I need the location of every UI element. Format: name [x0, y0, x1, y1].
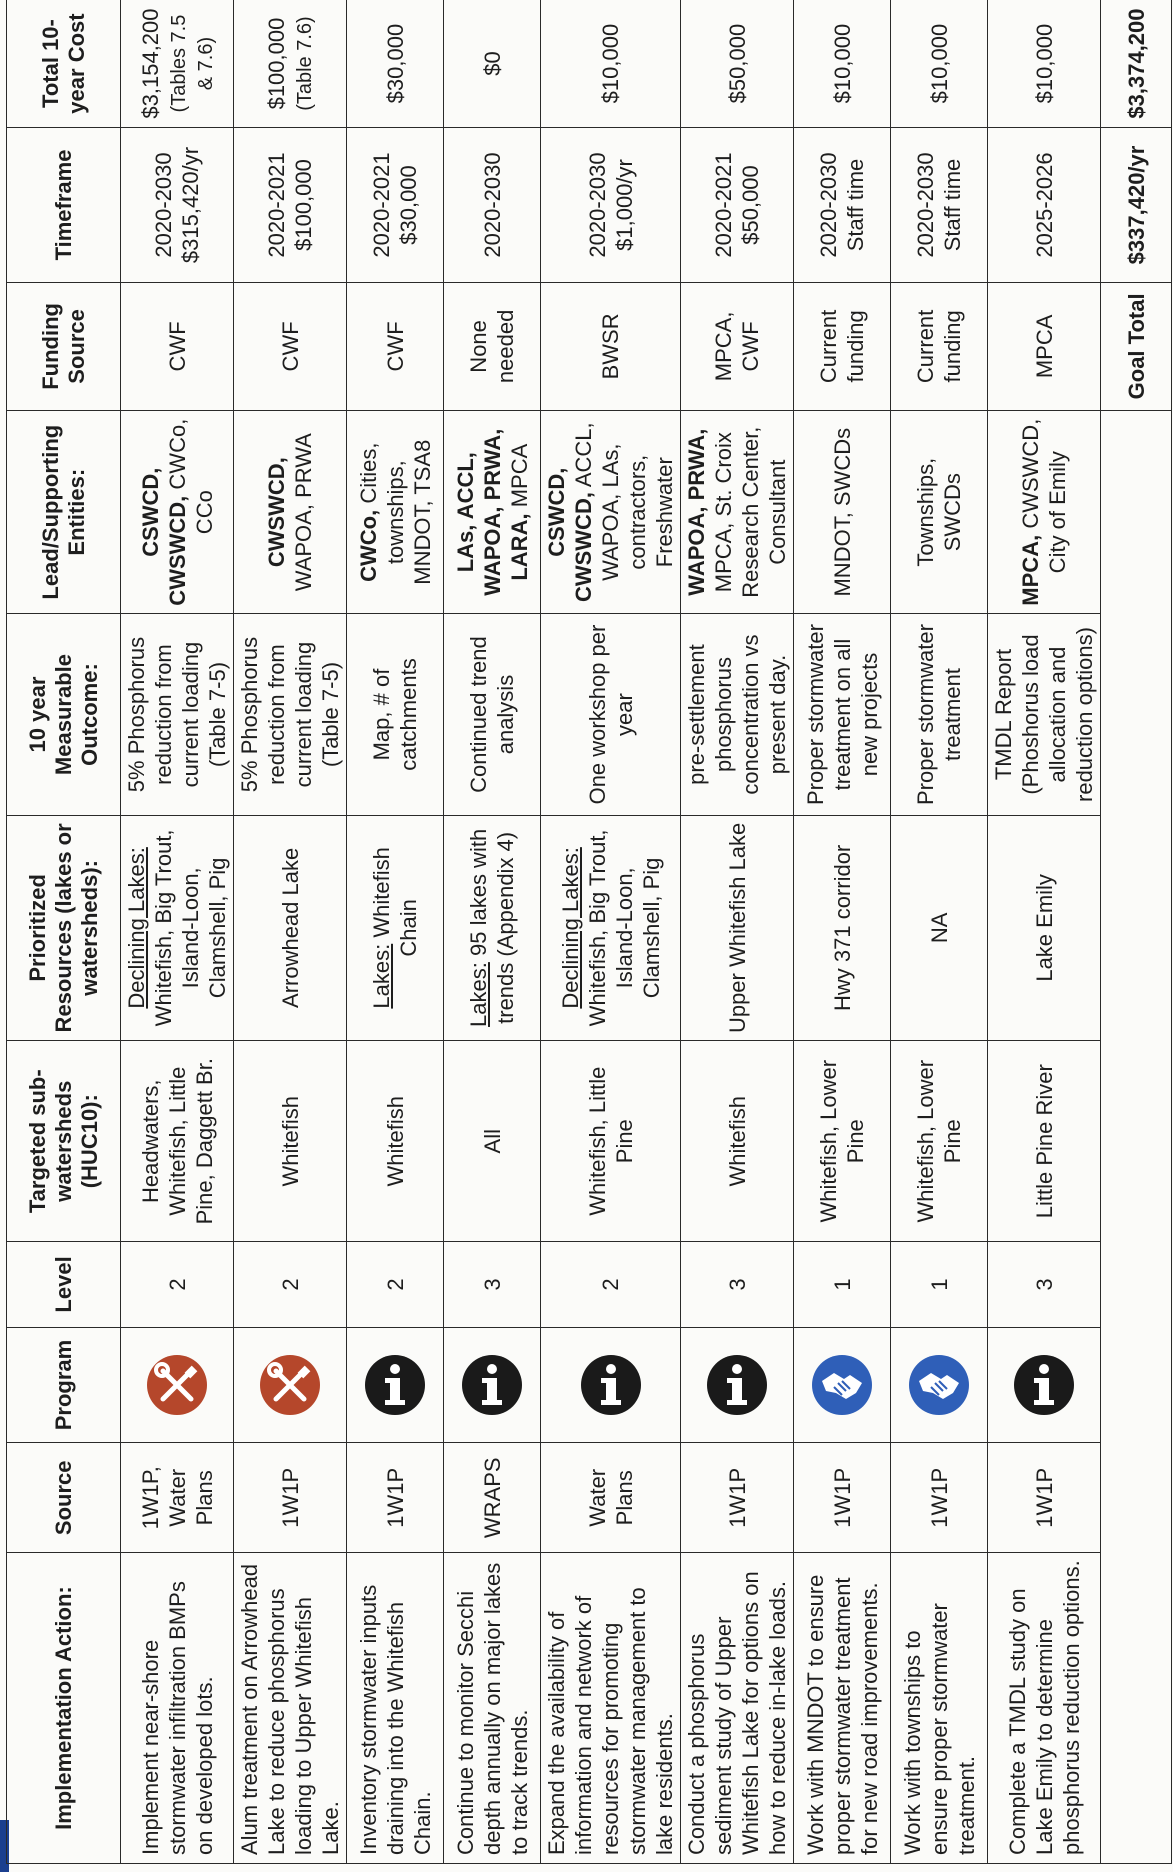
cell-lead — [444, 410, 541, 614]
cell-level — [681, 1242, 794, 1327]
implementation-table — [6, 0, 1172, 1864]
targeted-text: Whitefish — [724, 1095, 750, 1187]
cell-outcome — [988, 614, 1101, 815]
outcome-text: Map, # of catchments — [369, 658, 421, 771]
targeted-text: Whitefish — [277, 1095, 303, 1187]
table-body — [121, 0, 1172, 1864]
timeframe-years: 2020-2030 — [913, 152, 938, 258]
outcome-text: Continued trend analysis — [466, 636, 518, 793]
cell-outcome — [234, 614, 347, 815]
cell-cost — [988, 0, 1101, 128]
prioritized-text: Arrowhead Lake — [277, 847, 303, 1008]
table-row — [234, 0, 347, 1864]
level-text: 2 — [164, 1278, 190, 1291]
cell-lead — [347, 410, 444, 614]
targeted-text: Whitefish, Lower Pine — [913, 1059, 965, 1223]
cell-action — [347, 1553, 444, 1864]
funding-text: CWF — [277, 321, 303, 372]
cell-funding — [891, 282, 988, 410]
table-row — [347, 0, 444, 1864]
header-funding: Funding Source — [7, 282, 121, 410]
cell-action — [121, 1553, 234, 1864]
timeframe-years: 2020-2030 — [816, 152, 841, 258]
lead-text: MPCA, St. Croix Research Center, Consultant — [711, 426, 790, 598]
cell-targeted — [347, 1041, 444, 1242]
source-text: 1W1P — [724, 1467, 750, 1528]
cell-funding — [681, 282, 794, 410]
table-row — [121, 0, 234, 1864]
info-icon — [705, 1353, 769, 1417]
lead-bold-text: CWCo, — [355, 509, 381, 582]
cell-source — [988, 1443, 1101, 1553]
source-text: 1W1P — [1031, 1467, 1057, 1528]
cell-level — [541, 1242, 681, 1327]
cost-note: (Table 7.6) — [294, 16, 316, 111]
header-outcome: 10 year Measurable Outcome: — [7, 614, 121, 815]
cost-text: $100,000 — [264, 17, 289, 110]
cell-targeted — [444, 1041, 541, 1242]
cell-cost — [891, 0, 988, 128]
source-text: WRAPS — [479, 1457, 505, 1539]
timeframe-years: 2020-2030 — [584, 152, 610, 258]
action-text: Alum treatment on Arrowhead Lake to reduce phosphorus loading to Upper Whitefish Lake. — [237, 1563, 343, 1855]
cost-text: $0 — [479, 51, 505, 76]
cell-source — [121, 1443, 234, 1553]
cell-source — [347, 1443, 444, 1553]
prioritized-text: Whitefish, Big Trout, Island-Loon, Clamshell, Pig — [584, 829, 664, 1027]
cell-level — [234, 1242, 347, 1327]
cell-funding — [444, 282, 541, 410]
cell-funding — [347, 282, 444, 410]
cell-outcome — [794, 614, 891, 815]
cost-text: $10,000 — [1031, 23, 1057, 104]
info-icon — [1012, 1353, 1076, 1417]
lead-text: CWCo, CCo — [164, 418, 217, 535]
lead-bold-text: CSWCD, CWSWCD, — [137, 467, 190, 606]
cell-outcome — [347, 614, 444, 815]
header-program: Program — [7, 1327, 121, 1443]
total-spacer — [1101, 410, 1172, 1863]
prioritized-label: Declining Lakes: — [124, 847, 149, 1009]
goal-total-timeframe: $337,420/yr — [1101, 128, 1172, 283]
cell-program — [681, 1327, 794, 1443]
cost-text: $50,000 — [724, 23, 750, 104]
cell-targeted — [234, 1041, 347, 1242]
cell-prioritized — [794, 815, 891, 1041]
prioritized-text: Whitefish, Big Trout, Island-Loon, Clamshell, Pig — [151, 829, 230, 1027]
cell-level — [347, 1242, 444, 1327]
cell-cost — [794, 0, 891, 128]
targeted-text: All — [479, 1128, 505, 1154]
prioritized-label: Lakes: — [466, 962, 491, 1027]
cell-lead — [541, 410, 681, 614]
cell-source — [681, 1443, 794, 1553]
table-row — [891, 0, 988, 1864]
header-cost: Total 10-year Cost — [7, 0, 121, 128]
lead-text: WAPOA, PRWA — [291, 433, 316, 592]
cell-source — [541, 1443, 681, 1553]
funding-text: CWF — [382, 321, 408, 372]
table-row — [794, 0, 891, 1864]
funding-text: Current funding — [816, 309, 868, 384]
cell-prioritized — [234, 815, 347, 1041]
lead-text: CWSWCD, City of Emily — [1018, 418, 1070, 574]
cell-prioritized — [891, 815, 988, 1041]
lead-text: MNDOT, SWCDs — [829, 427, 855, 597]
header-prioritized: Prioritized Resources (lakes or watersheds): — [7, 815, 121, 1041]
cost-note: (Tables 7.5 & 7.6) — [167, 14, 217, 113]
prioritized-text: Lake Emily — [1031, 874, 1057, 982]
prioritized-text: 95 lakes with trends (Appendix 4) — [466, 828, 518, 1024]
cell-cost — [234, 0, 347, 128]
header-lead: Lead/Supporting Entities: — [7, 410, 121, 614]
cell-targeted — [794, 1041, 891, 1242]
cell-program — [121, 1327, 234, 1443]
funding-text: CWF — [164, 321, 190, 372]
timeframe-amount: Staff time — [940, 158, 965, 252]
cell-level — [988, 1242, 1101, 1327]
action-text: Continue to monitor Secchi depth annually on major lakes to track trends. — [452, 1562, 532, 1855]
cell-timeframe — [794, 128, 891, 283]
table-row — [541, 0, 681, 1864]
cell-outcome — [541, 614, 681, 815]
cell-program — [347, 1327, 444, 1443]
cell-lead — [794, 410, 891, 614]
timeframe-years: 2020-2021 — [711, 152, 736, 258]
action-text: Complete a TMDL study on Lake Emily to determine phosphorus reduction options. — [1004, 1560, 1084, 1855]
level-text: 3 — [479, 1278, 505, 1291]
info-icon — [579, 1353, 643, 1417]
header-targeted: Targeted sub-watersheds (HUC10): — [7, 1041, 121, 1242]
timeframe-years: 2020-2030 — [479, 152, 505, 258]
cell-timeframe — [121, 128, 234, 283]
source-text: 1W1P — [277, 1467, 303, 1528]
action-text: Implement near-shore stormwater infiltration BMPs on developed lots. — [137, 1581, 217, 1855]
cell-funding — [794, 282, 891, 410]
funding-text: Current funding — [913, 309, 965, 384]
lead-text: MPCA — [506, 443, 532, 508]
level-text: 1 — [926, 1278, 952, 1291]
cell-cost — [541, 0, 681, 128]
level-text: 3 — [1031, 1278, 1057, 1291]
level-text: 1 — [829, 1278, 855, 1291]
cell-action — [988, 1553, 1101, 1864]
cell-action — [541, 1553, 681, 1864]
timeframe-amount: $1,000/yr — [611, 159, 637, 251]
cell-outcome — [681, 614, 794, 815]
prioritized-label: Declining Lakes: — [557, 847, 583, 1009]
cell-lead — [121, 410, 234, 614]
table-row — [681, 0, 794, 1864]
outcome-text: 5% Phosphorus reduction from current loading (Table 7-5) — [124, 636, 230, 793]
lead-bold-text: WAPOA, PRWA, — [684, 428, 709, 596]
header-source: Source — [7, 1443, 121, 1553]
cell-program — [988, 1327, 1101, 1443]
cell-program — [794, 1327, 891, 1443]
action-text: Expand the availability of information and network of resources for promoting stormwater management to lake residents. — [544, 1587, 677, 1855]
cell-cost — [444, 0, 541, 128]
timeframe-amount: Staff time — [843, 158, 868, 252]
timeframe-years: 2020-2021 — [369, 152, 394, 258]
goal-total-cost: $3,374,200 — [1101, 0, 1172, 128]
timeframe-amount: $30,000 — [396, 165, 421, 245]
header-action: Implementation Action: — [7, 1553, 121, 1864]
tools-icon — [145, 1353, 209, 1417]
goal-total-row — [1101, 0, 1172, 1864]
targeted-text: Little Pine River — [1031, 1064, 1057, 1219]
funding-text: BWSR — [598, 313, 623, 380]
cell-timeframe — [234, 128, 347, 283]
outcome-text: Proper stormwater treatment — [913, 624, 965, 806]
table-row — [444, 0, 541, 1864]
handshake-icon — [907, 1353, 971, 1417]
source-text: Water Plans — [584, 1468, 637, 1527]
funding-text: MPCA, CWF — [711, 311, 763, 382]
cell-cost — [121, 0, 234, 128]
timeframe-amount: $315,420/yr — [178, 146, 203, 264]
targeted-text: Whitefish, Little Pine — [584, 1066, 637, 1216]
cost-text: $10,000 — [598, 23, 623, 104]
cell-program — [444, 1327, 541, 1443]
cell-timeframe — [444, 128, 541, 283]
lead-text: ACCL, WAPOA, LAs, contractors, Freshwater — [571, 422, 677, 581]
cell-level — [121, 1242, 234, 1327]
tools-icon — [258, 1353, 322, 1417]
cost-text: $10,000 — [926, 23, 952, 104]
cell-program — [541, 1327, 681, 1443]
cell-timeframe — [681, 128, 794, 283]
outcome-text: One workshop per year — [584, 624, 637, 805]
cell-prioritized — [121, 815, 234, 1041]
cell-lead — [988, 410, 1101, 614]
cell-source — [794, 1443, 891, 1553]
prioritized-text: NA — [926, 912, 952, 944]
cell-targeted — [681, 1041, 794, 1242]
cell-funding — [541, 282, 681, 410]
cell-source — [234, 1443, 347, 1553]
cell-timeframe — [891, 128, 988, 283]
timeframe-years: 2020-2030 — [151, 152, 176, 258]
cell-lead — [234, 410, 347, 614]
cell-cost — [347, 0, 444, 128]
level-text: 2 — [382, 1278, 408, 1291]
lead-text: Cities, townships, MNDOT, TSA8 — [355, 439, 435, 585]
funding-text: MPCA — [1031, 314, 1057, 379]
cost-text: $3,154,200 — [137, 8, 163, 119]
cell-outcome — [891, 614, 988, 815]
prioritized-text: Hwy 371 corridor — [829, 844, 855, 1012]
cell-action — [891, 1553, 988, 1864]
targeted-text: Headwaters, Whitefish, Little Pine, Daggett Br. — [137, 1058, 217, 1225]
header-timeframe: Timeframe — [7, 128, 121, 283]
prioritized-label: Lakes: — [369, 943, 394, 1009]
cell-cost — [681, 0, 794, 128]
info-icon — [363, 1353, 427, 1417]
source-text: 1W1P, Water Plans — [137, 1466, 217, 1530]
cell-targeted — [891, 1041, 988, 1242]
lead-bold-text: CSWCD, CWSWCD, — [544, 467, 596, 603]
source-text: 1W1P — [382, 1467, 408, 1528]
header-level: Level — [7, 1242, 121, 1327]
cell-action — [794, 1553, 891, 1864]
outcome-text: pre-settlement phosphorus concentration vs present day. — [684, 634, 790, 795]
cell-level — [794, 1242, 891, 1327]
cell-timeframe — [988, 128, 1101, 283]
level-text: 2 — [277, 1278, 303, 1291]
cell-program — [891, 1327, 988, 1443]
targeted-text: Whitefish — [382, 1095, 408, 1187]
cell-prioritized — [541, 815, 681, 1041]
cell-outcome — [121, 614, 234, 815]
info-icon — [460, 1353, 524, 1417]
cell-prioritized — [988, 815, 1101, 1041]
cell-action — [444, 1553, 541, 1864]
cell-source — [444, 1443, 541, 1553]
cell-lead — [891, 410, 988, 614]
goal-total-label: Goal Total — [1101, 282, 1172, 410]
cell-level — [891, 1242, 988, 1327]
lead-bold-text: CWSWCD, — [264, 457, 289, 568]
timeframe-amount: $50,000 — [738, 165, 763, 245]
outcome-text: 5% Phosphorus reduction from current loading (Table 7-5) — [237, 636, 343, 793]
cell-action — [681, 1553, 794, 1864]
outcome-text: Proper stormwater treatment on all new projects — [802, 624, 882, 806]
cell-action — [234, 1553, 347, 1864]
cell-prioritized — [347, 815, 444, 1041]
cell-targeted — [988, 1041, 1101, 1242]
action-text: Inventory stormwater inputs draining into the Whitefish Chain. — [355, 1584, 435, 1855]
cell-targeted — [121, 1041, 234, 1242]
cell-prioritized — [444, 815, 541, 1041]
table-row — [988, 0, 1101, 1864]
action-text: Work with MNDOT to ensure proper stormwater treatment for new road improvements. — [802, 1574, 882, 1855]
timeframe-amount: $100,000 — [291, 159, 316, 251]
cell-outcome — [444, 614, 541, 815]
source-text: 1W1P — [829, 1467, 855, 1528]
header-row — [7, 0, 121, 1864]
lead-bold-text: MPCA, — [1018, 534, 1043, 606]
timeframe-years: 2025-2026 — [1031, 152, 1057, 258]
targeted-text: Whitefish, Lower Pine — [816, 1059, 868, 1223]
source-text: 1W1P — [926, 1467, 952, 1528]
cell-timeframe — [541, 128, 681, 283]
cost-text: $30,000 — [382, 23, 408, 104]
cell-funding — [121, 282, 234, 410]
cell-targeted — [541, 1041, 681, 1242]
outcome-text: TMDL Report (Phoshorus load allocation and reduction options) — [991, 627, 1097, 802]
funding-text: None needed — [466, 309, 518, 384]
cell-lead — [681, 410, 794, 614]
lead-bold-text: LAs, ACCL, WAPOA, PRWA, LARA, — [452, 428, 532, 596]
handshake-icon — [810, 1353, 874, 1417]
prioritized-text: Upper Whitefish Lake — [724, 822, 750, 1034]
cell-level — [444, 1242, 541, 1327]
level-text: 2 — [598, 1278, 623, 1291]
cell-funding — [234, 282, 347, 410]
lead-text: Townships, SWCDs — [913, 457, 965, 567]
level-text: 3 — [724, 1278, 750, 1291]
cell-program — [234, 1327, 347, 1443]
cell-funding — [988, 282, 1101, 410]
cell-source — [891, 1443, 988, 1553]
action-text: Work with townships to ensure proper stormwater treatment. — [899, 1603, 979, 1855]
action-text: Conduct a phosphorus sediment study of Upper Whitefish Lake for options on how to reduce in-lake loads. — [684, 1571, 790, 1855]
cost-text: $10,000 — [829, 23, 855, 104]
timeframe-years: 2020-2021 — [264, 152, 289, 258]
cell-timeframe — [347, 128, 444, 283]
cell-prioritized — [681, 815, 794, 1041]
prioritized-text: Whitefish Chain — [369, 847, 421, 957]
